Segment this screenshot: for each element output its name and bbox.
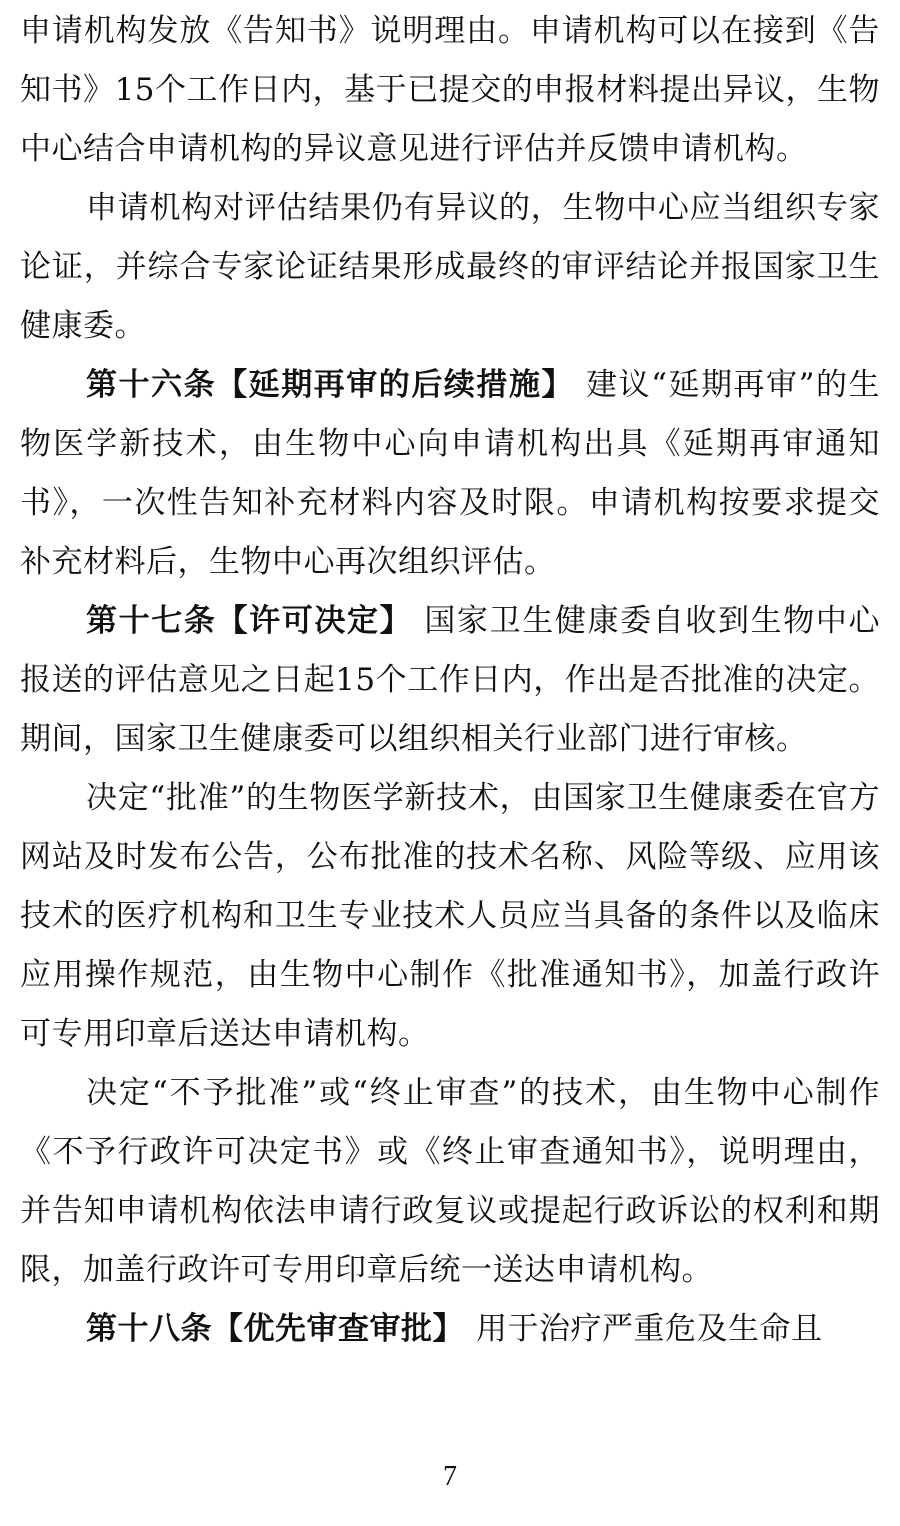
paragraph-objection-procedure — [20, 2, 880, 179]
article-number: 第十六条 — [86, 367, 217, 403]
article-18 — [20, 1300, 880, 1359]
paragraph-text: 决定“批准”的生物医学新技术，由国家卫生健康委在官方网站及时发布公告，公布批准的技术名称、风险等级、应用该技术的医疗机构和卫生专业技术人员应当具备的条件以及临床应用操作规范，由生物中心制作《批准通知书》，加盖行政许可专用印章后送达申请机构。 — [20, 780, 880, 1052]
paragraph-rejection-decision — [20, 1064, 880, 1300]
article-text: 用于治疗严重危及生命且 — [476, 1311, 823, 1347]
paragraph-approval-decision — [20, 769, 880, 1064]
paragraph-text: 申请机构发放《告知书》说明理由。申请机构可以在接到《告知书》15个工作日内，基于已提交的申报材料提出异议，生物中心结合申请机构的异议意见进行评估并反馈申请机构。 — [20, 13, 880, 167]
article-heading: 【延期再审的后续措施】 — [216, 367, 575, 403]
paragraph-text: 申请机构对评估结果仍有异议的，生物中心应当组织专家论证，并综合专家论证结果形成最终的审评结论并报国家卫生健康委。 — [20, 190, 880, 344]
article-number: 第十八条 — [86, 1311, 212, 1347]
article-heading: 【许可决定】 — [216, 603, 413, 639]
document-body — [20, 0, 880, 1359]
article-heading: 【优先审查审批】 — [212, 1311, 464, 1347]
paragraph-text: 决定“不予批准”或“终止审查”的技术，由生物中心制作《不予行政许可决定书》或《终止审查通知书》，说明理由，并告知申请机构依法申请行政复议或提起行政诉讼的权利和期限，加盖行政许可专用印章后统一送达申请机构。 — [20, 1075, 880, 1288]
paragraph-expert-review — [20, 179, 880, 356]
page-number: 7 — [443, 1461, 457, 1492]
article-text: 建议“延期再审”的生物医学新技术，由生物中心向申请机构出具《延期再审通知书》，一次性告知补充材料内容及时限。申请机构按要求提交补充材料后，生物中心再次组织评估。 — [20, 367, 881, 580]
article-17 — [20, 592, 880, 769]
article-text: 国家卫生健康委自收到生物中心报送的评估意见之日起15个工作日内，作出是否批准的决定。期间，国家卫生健康委可以组织相关行业部门进行审核。 — [20, 603, 881, 757]
article-number: 第十七条 — [86, 603, 217, 639]
article-16 — [20, 356, 880, 592]
